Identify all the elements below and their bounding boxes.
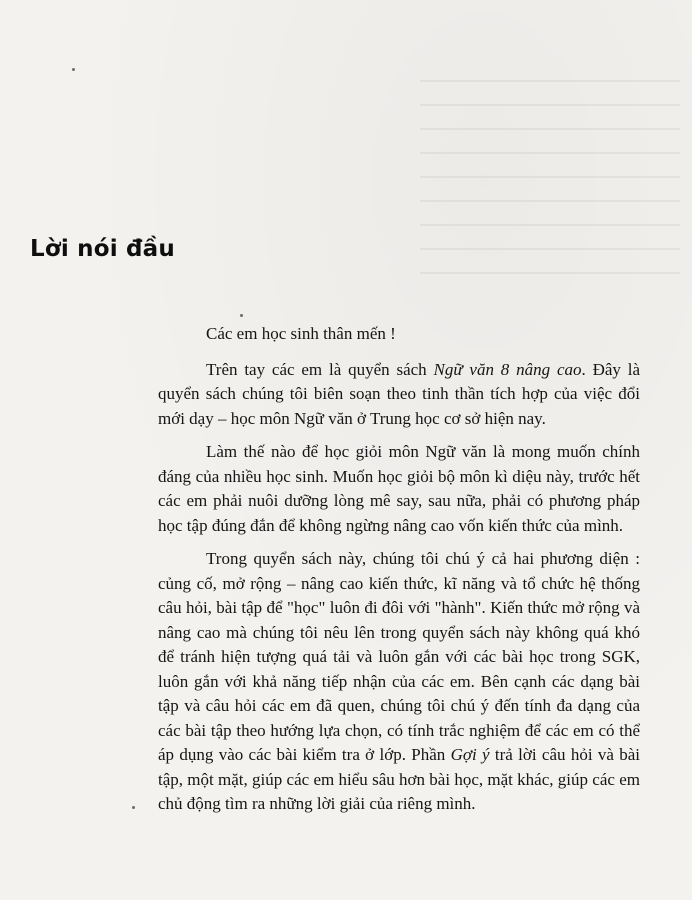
paragraph-3-after: trả lời câu hỏi và bài tập, một mặt, giúp các em hiểu sâu hơn bài học, mặt khác, giúp các em chủ động tìm ra những lời giải của riêng mình. xyxy=(158,745,640,813)
body-text xyxy=(158,322,640,826)
paragraph-3-emphasis: Gợi ý xyxy=(450,745,490,764)
scan-speck xyxy=(240,314,243,317)
paragraph-3-before: Trong quyển sách này, chúng tôi chú ý cả hai phương diện : củng cố, mở rộng – nâng cao kiến thức, kĩ năng và tổ chức hệ thống câu hỏi, bài tập để "học" luôn đi đôi với "hành". Kiến thức mở rộng và nâng cao mà chúng tôi nêu lên trong quyển sách này không quá khó để tránh hiện tượng quá tải và luôn gắn với các bài học trong SGK, luôn gắn với khả năng tiếp nhận của các em. Bên cạnh các dạng bài tập và câu hỏi các em đã quen, chúng tôi chú ý đến tính đa dạng của các bài tập theo hướng lựa chọn, có tính trắc nghiệm để các em có thể áp dụng vào các bài kiểm tra ở lớp. Phần xyxy=(158,549,640,764)
page-heading: Lời nói đầu xyxy=(30,236,175,262)
paragraph-1-after: . Đây là quyển sách chúng tôi biên soạn theo tinh thần tích hợp của việc đổi mới dạy – học môn Ngữ văn ở Trung học cơ sở hiện nay. xyxy=(158,359,640,428)
paragraph-1-before: Trên tay các em là quyển sách xyxy=(206,359,434,379)
salutation: Các em học sinh thân mến ! xyxy=(206,324,396,343)
paragraph-1-book-title: Ngữ văn 8 nâng cao xyxy=(433,359,582,379)
paragraph-2: Làm thế nào để học giỏi môn Ngữ văn là mong muốn chính đáng của nhiều học sinh. Muốn học giỏi bộ môn kì diệu này, trước hết các em phải nuôi dưỡng lòng mê say, sau nữa, phải có phương pháp học tập đúng đắn để không ngừng nâng cao vốn kiến thức của mình. xyxy=(158,442,640,535)
paragraph-1 xyxy=(158,358,640,432)
paragraph-3 xyxy=(158,547,640,817)
scan-speck xyxy=(72,68,75,71)
bleed-through-shadow xyxy=(420,80,680,290)
scan-speck xyxy=(132,806,135,809)
